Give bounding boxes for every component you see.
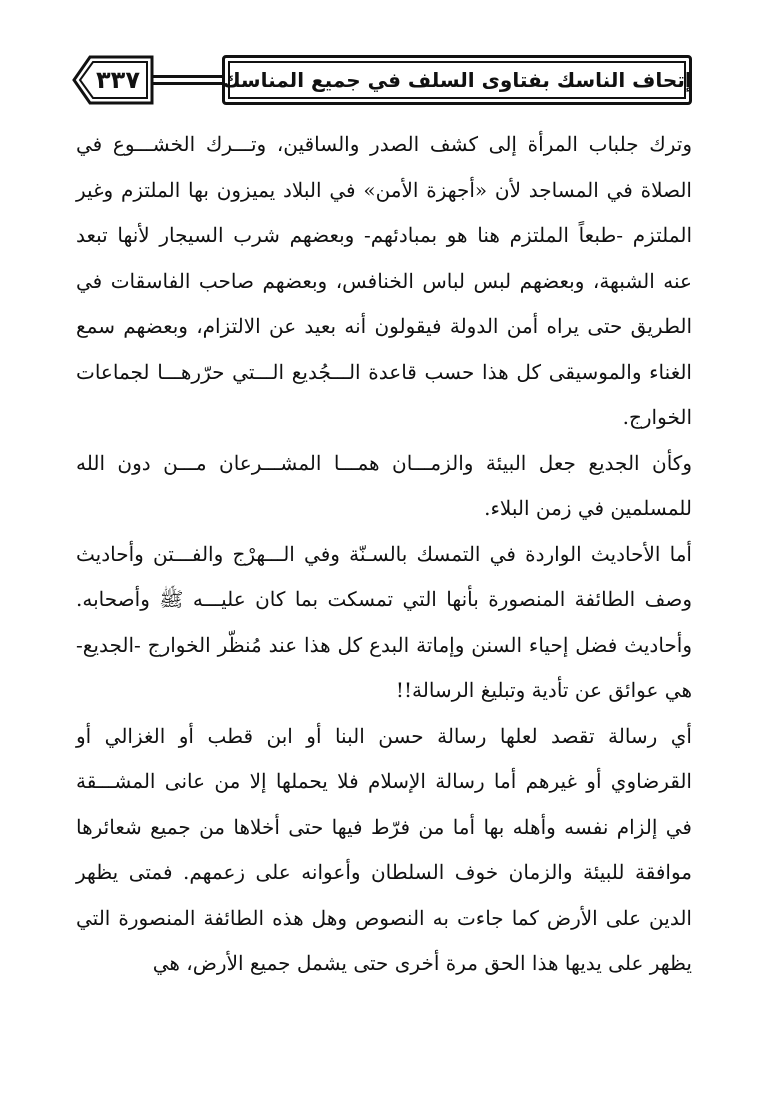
paragraph-3: أما الأحاديث الواردة في التمسك بالسـنّة وفي الـــهرْج والفـــتن وأحاديث وصف الطائفة المنصورة بأنها التي تمسكت بما كان عليـــه ﷺ وأصحابه. وأحاديث فضل إحياء السنن وإماتة البدع كل هذا عند مُنظّر الخوارج -الجديع- هي عوائق عن تأدية وتبليغ الرسالة!!: [76, 541, 692, 702]
body-text: [76, 122, 692, 987]
paragraph-4: أي رسالة تقصد لعلها رسالة حسن البنا أو ابن قطب أو الغزالي أو القرضاوي أو غيرهم أما رسالة الإسلام فلا يحملها إلا من عانى المشـــقة في إلزام نفسه وأهله بها أما من فرّط فيها حتى أخلاها من جميع شعائرها موافقة للبيئة والزمان خوف السلطان وأعوانه على زعمهم. فمتى يظهر الدين على الأرض كما جاءت به النصوص وهل هذه الطائفة المنصورة التي يظهر على يديها هذا الحق مرة أخرى حتى يشمل جميع الأرض، هي: [76, 723, 692, 975]
paragraph-2: وكأن الجديع جعل البيئة والزمـــان همـــا المشـــرعان مـــن دون الله للمسلمين في زمن البلاء.: [76, 450, 692, 520]
page-number-badge: [72, 55, 154, 105]
page-header: [72, 55, 692, 107]
title-frame: [222, 55, 692, 105]
page-number: ٣٣٧: [96, 66, 140, 94]
book-title: إتحاف الناسك بفتاوى السلف في جميع المناسك: [222, 68, 692, 92]
paragraph-1: وترك جلباب المرأة إلى كشف الصدر والساقين، وتـــرك الخشـــوع في الصلاة في المساجد لأن «أجهزة الأمن» في البلاد يميزون بها الملتزم وغير الملتزم -طبعاً الملتزم هنا هو بمبادئهم- وبعضهم شرب السيجار لأنها تبعد عنه الشبهة، وبعضهم لبس لباس الخنافس، وبعضهم صاحب الفاسقات في الطريق حتى يراه أمن الدولة فيقولون أنه بعيد عن الالتزام، وبعضهم سمع الغناء والموسيقى كل هذا حسب قاعدة الـــجُديع الـــتي حرّرهـــا لجماعات الخوارج.: [76, 132, 692, 429]
header-rule: [152, 75, 224, 85]
